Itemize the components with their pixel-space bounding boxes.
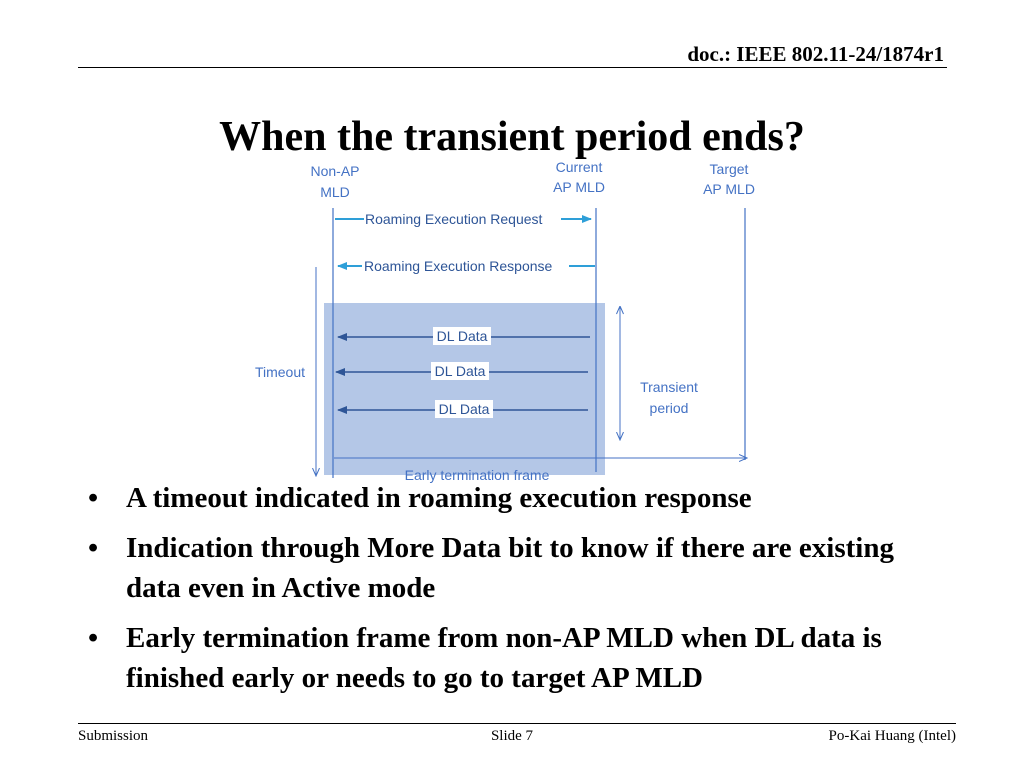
dl-data-label-1: DL Data xyxy=(436,328,488,344)
early-termination-label: Early termination frame xyxy=(404,467,550,483)
slide-title: When the transient period ends? xyxy=(219,114,805,160)
timeout-label: Timeout xyxy=(254,364,305,380)
transient-period-label-line2: period xyxy=(649,400,689,416)
request-label: Roaming Execution Request xyxy=(365,211,543,227)
footer-slide-number: Slide 7 xyxy=(490,728,534,744)
current-ap-mld-label-line1: Current xyxy=(555,159,603,175)
bullet-dot-icon: • xyxy=(88,482,99,514)
bullet-dot-icon: • xyxy=(88,532,99,564)
bullet-text: Early termination frame from non-AP MLD when DL data is finished early or needs to go to target AP MLD xyxy=(126,622,882,694)
bullet-text: A timeout indicated in roaming execution response xyxy=(126,482,752,514)
footer-rule xyxy=(78,723,956,724)
doc-id: doc.: IEEE 802.11-24/1874r1 xyxy=(687,42,944,66)
target-ap-mld-label-line1: Target xyxy=(709,161,749,177)
dl-data-label-3: DL Data xyxy=(438,401,490,417)
non-ap-mld-label-line1: Non-AP xyxy=(310,163,360,179)
bullet-item xyxy=(86,478,936,518)
target-ap-mld-label-line2: AP MLD xyxy=(703,181,755,197)
current-ap-mld-label-line2: AP MLD xyxy=(553,179,605,195)
footer-author: Po-Kai Huang (Intel) xyxy=(828,728,956,744)
response-label: Roaming Execution Response xyxy=(364,258,553,274)
footer-submission: Submission xyxy=(78,728,149,744)
bullet-item xyxy=(86,618,936,698)
transient-period-label-line1: Transient xyxy=(640,379,698,395)
bullet-list xyxy=(86,478,936,708)
bullet-dot-icon: • xyxy=(88,622,99,654)
bullet-item xyxy=(86,528,936,608)
dl-data-label-2: DL Data xyxy=(434,363,486,379)
bullet-text: Indication through More Data bit to know if there are existing data even in Active mode xyxy=(126,532,894,604)
non-ap-mld-label-line2: MLD xyxy=(320,184,350,200)
